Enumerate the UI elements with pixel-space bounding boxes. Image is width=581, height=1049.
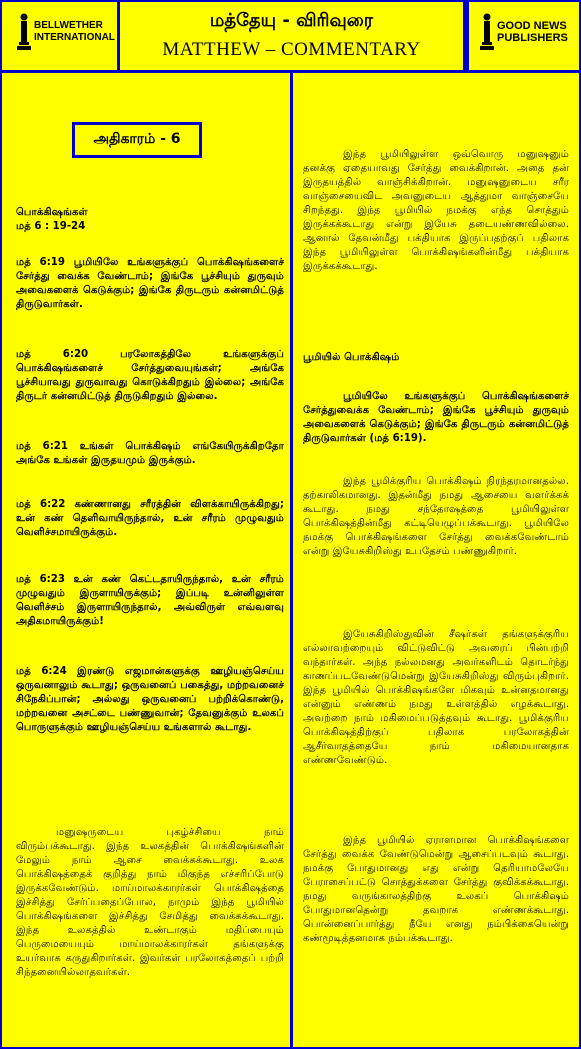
right-column (293, 70, 579, 1047)
right-para1: இந்த பூமியிலுள்ள ஒவ்வொரு மனுஷனும் தனக்கு ஏதையாவது சேர்த்து வைக்கிறான். அதை தன் இருதயத்தில் வாஞ்சிக்கிறான். மனுஷனுடைய சரீர வாஞ்சையைவிட அவனுடைய ஆத்துமா வாஞ்சையே சிறந்தது. இந்த பூமியில் நமக்கு எந்த சொத்தும் இருக்கக்கூடாது என்று இயேசு தடையண்ணவில்லை. ஆனால் தேவன்மீது பக்தியாக இருப்பதற்குப் பதிலாக இந்த பூமியிலுள்ள பொக்கிஷங்களின்மீது பக்தியாக இருக்கக்கூடாது. (303, 149, 569, 272)
right-para4: இந்த பூமியில் ஏராளமான பொக்கிஷங்களை சேர்த்து வைக்க வேண்டுமென்று ஆசைப்படவும் கூடாது. நமக்கு போதுமானது எது என்று தெரியாமலேயே பேராசைப்பட்டு சொத்துக்களை சேர்த்து குவிக்கக்கூடாது. நமது வருங்காலத்திற்கு உலகப் பொக்கிஷம் போதுமானதென்று தவறாக எண்ணக்கூடாது. பொன்னைப்பார்த்து நீயே எனது நம்பிக்கையென்று கண்மூடித்தனமாக நம்பக்கூடாது. (303, 835, 569, 944)
figure-icon (479, 12, 495, 52)
bellwether-logo (16, 12, 115, 52)
right-quote: பூமியிலே உங்களுக்குப் பொக்கிஷங்களைச் சேர்த்துவைக்க வேண்டாம்; இங்கே பூச்சியும் துருவும் அவைகளைக் கெடுக்கும்; இங்கே திருடரும் கன்னமிட்டுத் திருடுவார்கள் (மத் 6:19). (303, 391, 569, 444)
verse-6-24: மத் 6:24 இரண்டு எஜமான்களுக்கு ஊழியஞ்செய்ய ஒருவனாலும் கூடாது; ஒருவனைப் பகைத்து, மற்றவனைச் சிநேகிப்பான்; அல்லது ஒருவனைப் பற்றிக்கொண்டு, மற்றவனை அசட்டை பண்ணுவான்; தேவனுக்கும் உலகப் பொருளுக்கும் ஊழியஞ்செய்ய உங்களால் கூடாது. (16, 666, 284, 733)
section-ref: மத் 6 : 19-24 (16, 221, 86, 232)
right-heading: பூமியில் பொக்கிஷம் (303, 352, 400, 363)
right-logo-line1: GOOD NEWS (497, 20, 567, 32)
verse-6-23: மத் 6:23 உன் கண் கெட்டதாயிருந்தால், உன் சரீரம் முழுவதும் இருளாயிருக்கும்; இப்படி உன்னிலுள்ள வெளிச்சம் இருளாயிருந்தால், அவ்விருள் எவ்வளவு அதிகமாயிருக்கும்! (16, 574, 284, 627)
left-logo-line1: BELLWETHER (34, 20, 103, 31)
right-para2: இந்த பூமிக்குரிய பொக்கிஷம் நிரந்தரமானதல்ல. தற்காலிகமானது. இதன்மீது நமது ஆசையை வளர்க்கக் கூடாது. நமது சந்தோஷத்தை பூமியிலுள்ள பொக்கிஷத்தின்மீது கட்டியெழுப்பக்கூடாது. பூமியிலே நமக்கு பொக்கிஷங்களை சேர்த்து வைக்கவேண்டாம் என்று இயேசுகிறிஸ்து உபதேசம் பண்ணுகிறார். (303, 476, 569, 557)
verse-6-19: மத் 6:19 பூமியிலே உங்களுக்குப் பொக்கிஷங்களைச் சேர்த்து வைக்க வேண்டாம்; இங்கே பூச்சியும் துருவும் அவைகளைக் கெடுக்கும்; இங்கே திருடரும் கன்னமிட்டுத் திருடுவார்கள். (16, 257, 284, 310)
good-news-logo (479, 12, 568, 52)
title-tamil: மத்தேயு - விரிவுரை (209, 10, 374, 31)
left-logo-box (2, 2, 120, 70)
right-para3: இயேசுகிறிஸ்துவின் சீஷர்கள் தங்களுக்குரிய எல்லாவற்றையும் விட்டுவிட்டு அவரைப் பின்பற்றி வந்தார்கள். அந்த நல்லமனது அவர்களிடம் தொடர்ந்து காணப்படவேண்டுமென்று இயேசுகிறிஸ்து விரும்புகிறார். இந்த பூமியில் பொக்கிஷங்களே மிகவும் உன்னதமானது என்னும் எண்ணம் நமது உள்ளத்தில் எழக்கூடாது. அவற்றை நாம் மகிமைப்படுத்தவும் கூடாது. பூமிக்குரிய பொக்கிஷத்திற்குப் பதிலாக பரலோகத்தின் ஆசீர்வாதத்தையே நாம் மகிமையானதாக எண்ணவேண்டும். (303, 629, 569, 766)
left-paragraph: மனுஷருடைய புகழ்ச்சியை நாம் விரும்பக்கூடாது. இந்த உலகத்தின் பொக்கிஷங்களின் மேலும் நாம் ஆசை வைக்கக்கூடாது. உலக பொக்கிஷத்தைக் குறித்து நாம் மிகுந்த எச்சரிப்போடு இருக்கவேண்டும். மாய்மாலக்காரர்கள் பொக்கிஷத்தை இச்சித்து சேர்ப்பதைப்போல, நாமும் இந்த பூமியில் பொக்கிஷங்களை இச்சித்து சேமித்து வைக்கக்கூடாது. இந்த உலகத்தில் உண்டாகும் மதிப்பையும் பெருமையையும் மாய்மாலக்காரர்கள் தங்களுக்கு உயர்வாக கருதுகிறார்கள். இவர்கள் பரலோகத்தைப் பற்றி சிந்தனையில்லாதவர்கள். (16, 827, 284, 978)
left-column (2, 70, 293, 1047)
chapter-box: அதிகாரம் - 6 (72, 122, 202, 158)
verse-6-20: மத் 6:20 பரலோகத்திலே உங்களுக்குப் பொக்கிஷங்களைச் சேர்த்துவையுங்கள்; அங்கே பூச்சியாவது துருவாவது கொடுக்கிறதும் இல்லை; அங்கே திருடர் கன்னமிட்டுத் திருடுகிறதும் இல்லை. (16, 349, 284, 402)
figure-icon (16, 12, 32, 52)
verse-6-21: மத் 6:21 உங்கள் பொக்கிஷம் எங்கேயிருக்கிறதோ அங்கே உங்கள் இருதயமும் இருக்கும். (16, 441, 284, 466)
title-english: MATTHEW – COMMENTARY (162, 39, 421, 60)
verse-6-22: மத் 6:22 கண்ணானது சரீரத்தின் விளக்காயிருக்கிறது; உன் கண் தெளிவாயிருந்தால், உன் சரீரம் முழுவதும் வெளிச்சமாயிருக்கும். (16, 499, 284, 538)
left-logo-line2: INTERNATIONAL (34, 32, 115, 43)
title-box (120, 2, 466, 70)
right-logo-box (466, 2, 579, 70)
right-logo-line2: PUBLISHERS (497, 32, 568, 44)
section-title: பொக்கிஷங்கள் (16, 207, 88, 218)
header (2, 2, 579, 73)
